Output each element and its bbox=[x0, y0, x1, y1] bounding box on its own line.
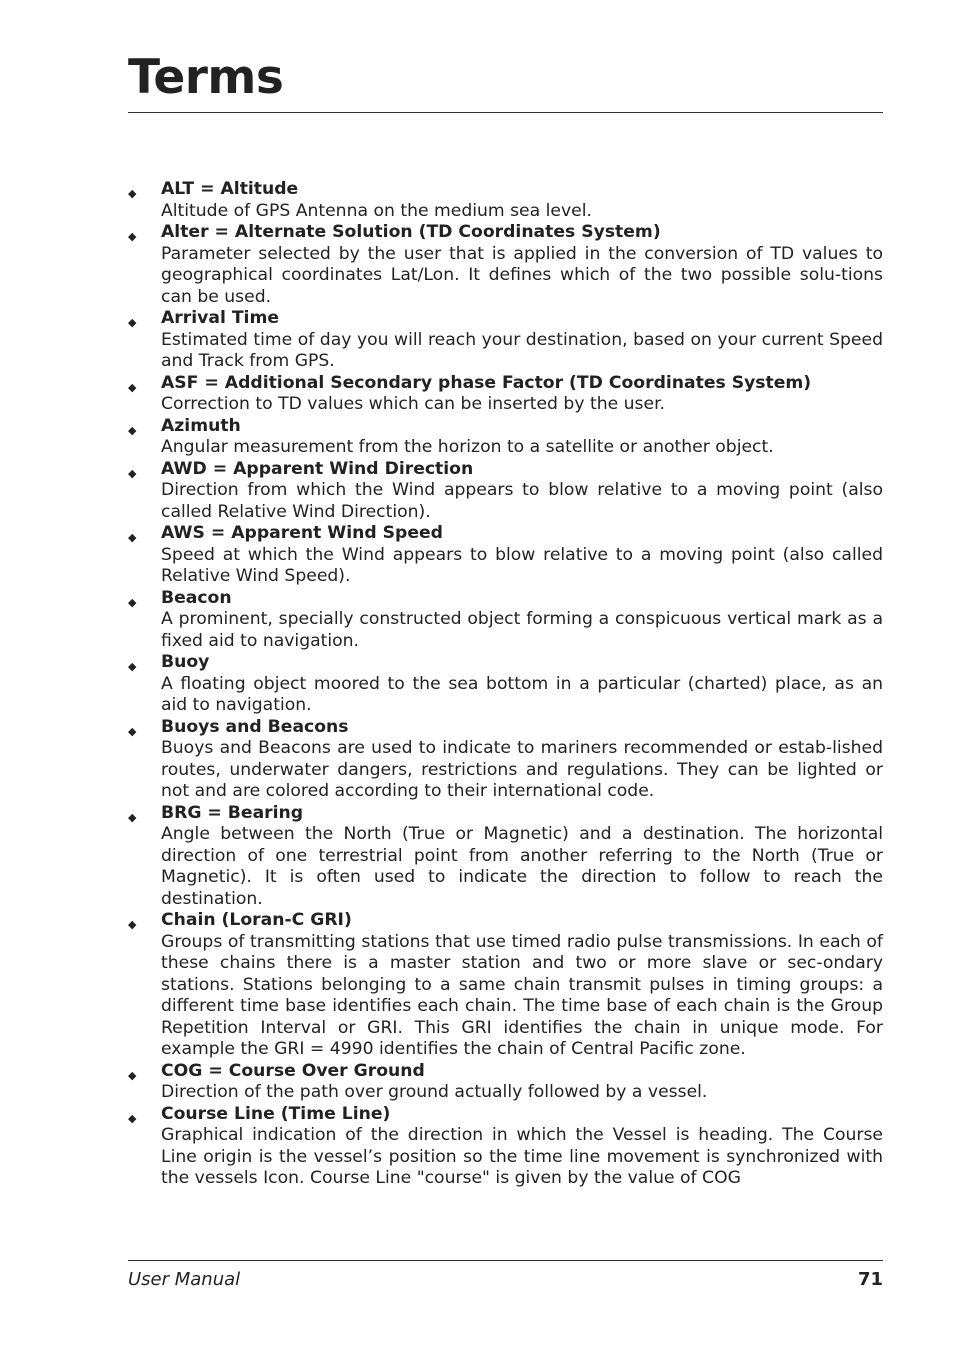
term-item bbox=[128, 717, 883, 803]
diamond-bullet-icon: ◆ bbox=[128, 531, 137, 544]
term-name: Arrival Time bbox=[161, 308, 280, 328]
term-name: ALT = Altitude bbox=[161, 179, 299, 199]
term-name: BRG = Bearing bbox=[161, 802, 304, 823]
term-definition: Angle between the North (True or Magnetic) and a destination. The horizontal direction of one terrestrial point from another referring to the North (True or Magnetic). It is often used to indicate the direction to follow to reach the destination. bbox=[161, 824, 883, 909]
term-item bbox=[128, 523, 883, 588]
term-name: Buoys and Beacons bbox=[161, 716, 349, 737]
term-name: Alter = Alternate Solution (TD Coordinates System) bbox=[161, 222, 661, 242]
term-definition: Graphical indication of the direction in which the Vessel is heading. The Course Line origin is the vessel’s position so the time line movement is synchronized with the vessels Icon. Course Line "course" is given by the value of COG bbox=[161, 1125, 883, 1188]
diamond-bullet-icon: ◆ bbox=[128, 595, 137, 609]
term-item bbox=[128, 179, 883, 222]
term-item bbox=[128, 803, 883, 911]
term-name: COG = Course Over Ground bbox=[161, 1060, 425, 1081]
term-name: ASF = Additional Secondary phase Factor (TD Coordinates System) bbox=[161, 372, 812, 393]
term-item bbox=[128, 1104, 883, 1190]
term-definition: Estimated time of day you will reach your destination, based on your current Speed and Track from GPS. bbox=[161, 329, 883, 371]
term-definition: Direction of the path over ground actually followed by a vessel. bbox=[161, 1082, 708, 1102]
term-item bbox=[128, 652, 883, 717]
term-definition: A prominent, specially constructed object forming a conspicuous vertical mark as a fixed aid to navigation. bbox=[161, 609, 883, 651]
term-item bbox=[128, 910, 883, 1061]
footer-divider bbox=[128, 1260, 883, 1261]
term-name: AWS = Apparent Wind Speed bbox=[161, 523, 443, 543]
diamond-bullet-icon: ◆ bbox=[128, 724, 137, 738]
term-definition: A floating object moored to the sea bottom in a particular (charted) place, as an aid to navigation. bbox=[161, 673, 883, 715]
term-definition: Direction from which the Wind appears to blow relative to a moving point (also called Relative Wind Direction). bbox=[161, 480, 883, 522]
term-name: Azimuth bbox=[161, 415, 241, 436]
diamond-bullet-icon: ◆ bbox=[128, 380, 137, 394]
diamond-bullet-icon: ◆ bbox=[128, 316, 137, 329]
term-item bbox=[128, 459, 883, 524]
title-divider bbox=[128, 112, 883, 113]
term-name: Buoy bbox=[161, 652, 210, 672]
term-item bbox=[128, 308, 883, 373]
footer-manual-label: User Manual bbox=[128, 1269, 241, 1290]
term-name: Beacon bbox=[161, 587, 232, 608]
term-item bbox=[128, 373, 883, 416]
term-definition: Altitude of GPS Antenna on the medium sea level. bbox=[161, 200, 592, 221]
page-title: Terms bbox=[128, 50, 284, 105]
term-definition: Groups of transmitting stations that use timed radio pulse transmissions. In each of these chains there is a master station and two or more slave or sec-ondary stations. Stations belonging to a same chain transmit pulses in timing groups: a different time base identifies each chain. The time base of each chain is the Group Repetition Interval or GRI. This GRI identifies the chain in unique mode. For example the GRI = 4990 identifies the chain of Central Pacific zone. bbox=[161, 931, 883, 1059]
term-item bbox=[128, 1061, 883, 1104]
diamond-bullet-icon: ◆ bbox=[128, 1068, 137, 1082]
page-number: 71 bbox=[857, 1269, 883, 1290]
diamond-bullet-icon: ◆ bbox=[128, 466, 137, 480]
term-item bbox=[128, 222, 883, 308]
term-definition: Buoys and Beacons are used to indicate to mariners recommended or estab-lished routes, underwater dangers, restrictions and regulations. They can be lighted or not and are colored according to their international code. bbox=[161, 738, 883, 801]
diamond-bullet-icon: ◆ bbox=[128, 187, 137, 200]
term-definition: Correction to TD values which can be inserted by the user. bbox=[161, 394, 666, 414]
diamond-bullet-icon: ◆ bbox=[128, 660, 137, 673]
term-definition: Parameter selected by the user that is applied in the conversion of TD values to geographical coordinates Lat/Lon. It defines which of the two possible solu-tions can be used. bbox=[161, 243, 883, 307]
terms-list bbox=[128, 179, 883, 1190]
term-definition: Angular measurement from the horizon to a satellite or another object. bbox=[161, 437, 774, 457]
diamond-bullet-icon: ◆ bbox=[128, 918, 137, 931]
diamond-bullet-icon: ◆ bbox=[128, 423, 137, 437]
term-definition: Speed at which the Wind appears to blow relative to a moving point (also called Relative Wind Speed). bbox=[161, 544, 883, 586]
diamond-bullet-icon: ◆ bbox=[128, 810, 137, 824]
term-name: Chain (Loran-C GRI) bbox=[161, 910, 352, 930]
term-name: Course Line (Time Line) bbox=[161, 1103, 391, 1124]
term-item bbox=[128, 416, 883, 459]
diamond-bullet-icon: ◆ bbox=[128, 230, 137, 243]
term-name: AWD = Apparent Wind Direction bbox=[161, 458, 474, 479]
diamond-bullet-icon: ◆ bbox=[128, 1111, 137, 1125]
term-item bbox=[128, 588, 883, 653]
